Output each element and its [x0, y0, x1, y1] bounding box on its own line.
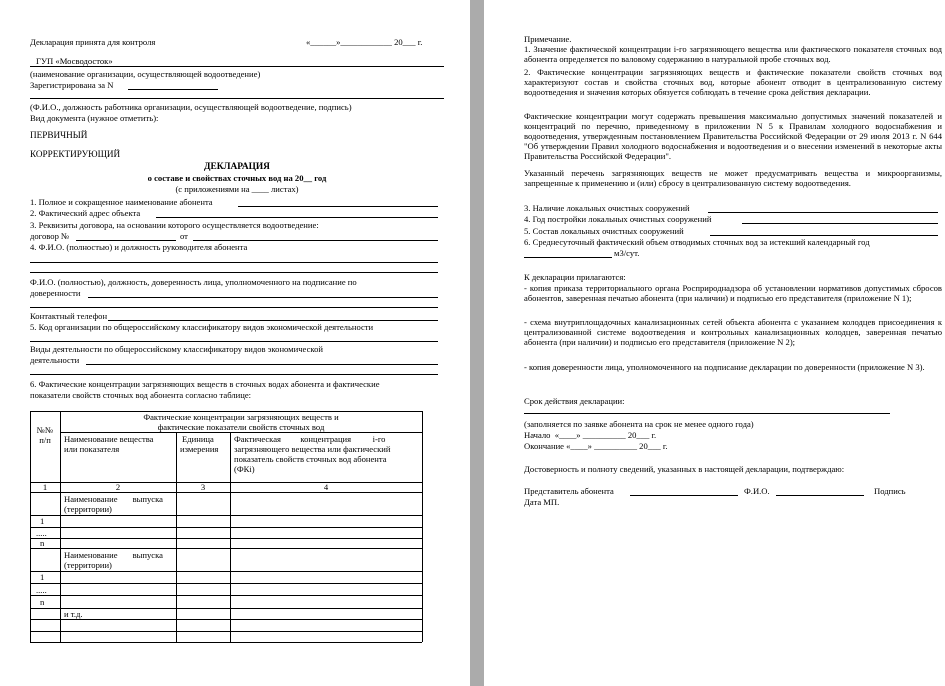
item-5: 5. Код организации по общероссийскому классификатору видов экономической деятельности: [30, 322, 374, 332]
item-4-line-a: [30, 262, 438, 263]
idx-1: 1: [42, 482, 48, 492]
registered-label: Зарегистрирована за N: [30, 80, 114, 90]
sign-label: Подпись: [874, 486, 906, 496]
rep-line: [630, 495, 738, 496]
note-3: Фактические концентрации могут содержать превышения максимально допустимых значений показателей и концентраций по перечню, приведенному в приложении N 5 к Правилам холодного водоснабжения и водоотведения, утвержденным постановлением Правительства Российской Федерации от 29 июля 2013 г. N 644 "Об утверждении Правил холодного водоснабжения и водоотведения и о внесении изменений в некоторые акты Правительства Российской Федерации".: [524, 111, 942, 161]
doc-kind-label: Вид документа (нужное отметить):: [30, 113, 159, 123]
person-caption: (Ф.И.О., должность работника организации, осуществляющей водоотведение, подпись): [30, 102, 352, 112]
note-1: 1. Значение фактической концентрации i-го загрязняющего вещества или фактического показателя сточных вод абонента определяется по валовому содержанию в натуральной пробе сточных вод.: [524, 44, 942, 64]
authorized-a: Ф.И.О. (полностью), должность, доверенность лица, уполномоченного на подписание по: [30, 277, 357, 287]
fio-line: [776, 495, 864, 496]
activity-a: Виды деятельности по общероссийскому классификатору видов экономической: [30, 344, 324, 354]
col-number-header: №№ п/п: [36, 425, 54, 445]
col-value-4: (ФКi): [234, 464, 255, 474]
validity-label: Срок действия декларации:: [524, 396, 625, 406]
col-name-1: Наименование вещества: [64, 434, 154, 444]
item-r4: 4. Год постройки локальных очистных сооружений: [524, 214, 712, 224]
territory-1-b: (территории): [64, 504, 112, 514]
date-label: Дата МП.: [524, 497, 560, 507]
rep-label: Представитель абонента: [524, 486, 614, 496]
item-r6: 6. Среднесуточный фактический объем отводимых сточных вод за истекший календарный год: [524, 237, 870, 247]
col-value-3: показатель свойств сточных вод абонента: [234, 454, 387, 464]
row-n-2: n: [40, 597, 45, 607]
col-value-1: Фактическая концентрация i-го: [234, 434, 386, 444]
activity-line-b: [30, 374, 438, 375]
item-2: 2. Фактический адрес объекта: [30, 208, 141, 218]
col-value-2: загрязняющего вещества или фактический: [234, 444, 391, 454]
row-etc: и т.д.: [64, 609, 83, 619]
attached-1: - копия приказа территориального органа Росприроднадзора об установлении нормативов допустимых сбросов абонентов, заверенная печатью абонента (при наличии) и подписью его представителя (приложение N 1);: [524, 283, 942, 303]
item-2-line: [156, 217, 438, 218]
fio-label: Ф.И.О.: [744, 486, 770, 496]
row-dots-2: .....: [36, 585, 47, 595]
item-1: 1. Полное и сокращенное наименование абонента: [30, 197, 213, 207]
row-1: 1: [40, 516, 45, 526]
row-1b: 1: [40, 572, 45, 582]
contract-no: договор №: [30, 231, 70, 241]
note-title: Примечание.: [524, 34, 572, 44]
item-6-a: 6. Фактические концентрации загрязняющих веществ в сточных водах абонента и фактические: [30, 379, 380, 389]
contract-from-line: [193, 240, 438, 241]
attached-title: К декларации прилагаются:: [524, 272, 626, 282]
item-4-line-b: [30, 272, 438, 273]
item-6-b: показатели свойств сточных вод абонента согласно таблице:: [30, 390, 252, 400]
item-r4-line: [742, 223, 938, 224]
end-date: Окончание «____» __________ 20___ г.: [524, 441, 668, 451]
phone-line: [108, 320, 438, 321]
item-r6-line: [524, 257, 612, 258]
authorized-b: доверенности: [30, 288, 81, 298]
corrective-option[interactable]: КОРРЕКТИРУЮЩИЙ: [30, 149, 121, 159]
contract-from: от: [180, 231, 188, 241]
doc-attachments: (с приложениями на ____ листах): [175, 184, 299, 194]
accepted-label: Декларация принята для контроля: [30, 37, 156, 47]
doc-title: ДЕКЛАРАЦИЯ: [204, 162, 270, 172]
idx-4: 4: [323, 482, 329, 492]
item-r3: 3. Наличие локальных очистных сооружений: [524, 203, 690, 213]
org-caption: (наименование организации, осуществляющей водоотведение): [30, 69, 261, 79]
page-gap: [470, 0, 484, 686]
idx-2: 2: [115, 482, 121, 492]
registered-line: [128, 89, 218, 90]
row-n-1: n: [40, 538, 45, 548]
item-4: 4. Ф.И.О. (полностью) и должность руководителя абонента: [30, 242, 248, 252]
item-r5-line: [710, 235, 938, 236]
org-line: [30, 66, 444, 67]
item-r3-line: [708, 212, 938, 213]
person-line: [30, 98, 444, 99]
accepted-date: «______»____________ 20___ г.: [306, 37, 423, 47]
confirm-text: Достоверность и полноту сведений, указанных в настоящей декларации, подтверждаю:: [524, 464, 845, 474]
org-name: ГУП «Мосводосток»: [36, 56, 113, 66]
note-4: Указанный перечень загрязняющих веществ не может предусматривать вещества и микроорганизмы, запрещенные к применению и (или) сбросу в централизованную систему водоотведения.: [524, 168, 942, 188]
phone-label: Контактный телефон: [30, 311, 108, 321]
col-unit-2: измерения: [180, 444, 219, 454]
validity-caption: (заполняется по заявке абонента на срок не менее одного года): [524, 419, 754, 429]
item-r5: 5. Состав локальных очистных сооружений: [524, 226, 684, 236]
primary-option[interactable]: ПЕРВИЧНЫЙ: [30, 130, 88, 140]
item-1-line: [238, 206, 438, 207]
group-header-2: фактические показатели свойств сточных вод: [157, 422, 325, 432]
authorized-line-a: [88, 297, 438, 298]
authorized-line-b: [30, 307, 438, 308]
row-dots-1: .....: [36, 528, 47, 538]
territory-1-a: Наименование выпуска: [64, 494, 163, 504]
page-right: [484, 0, 945, 686]
activity-b: деятельности: [30, 355, 80, 365]
note-2: 2. Фактические концентрации загрязняющих веществ и фактические показатели свойств сточных вод характеризуют состав и свойства сточных вод, которые абонент отводит в централизованную систему водоотведения и значения которых обязуется соблюдать в течение срока действия декларации.: [524, 67, 942, 97]
idx-3: 3: [200, 482, 206, 492]
page-left: [0, 0, 470, 686]
item-5-line: [30, 341, 438, 342]
attached-3: - копия доверенности лица, уполномоченного на подписание декларации по доверенности (приложение N 3).: [524, 362, 925, 372]
territory-2-b: (территории): [64, 560, 112, 570]
validity-line: [524, 413, 890, 414]
territory-2-a: Наименование выпуска: [64, 550, 163, 560]
doc-subtitle: о составе и свойствах сточных вод на 20__ год: [147, 173, 327, 183]
col-name-2: или показателя: [64, 444, 120, 454]
item-3: 3. Реквизиты договора, на основании которого осуществляется водоотведение:: [30, 220, 319, 230]
volume-unit: м3/сут.: [614, 248, 640, 258]
col-unit-1: Единица: [182, 434, 214, 444]
group-header-1: Фактические концентрации загрязняющих веществ и: [143, 412, 339, 422]
start-date: Начало «____» __________ 20___ г.: [524, 430, 657, 440]
concentration-table: [30, 411, 422, 642]
attached-2: - схема внутриплощадочных канализационных сетей объекта абонента с указанием колодцев присоединения к централизованной системе водоотведения и контрольных канализационных колодцев, заверенная печатью абонента (при наличии) и подписью его представителя (приложение N 2);: [524, 317, 942, 347]
activity-line-a: [86, 364, 438, 365]
contract-no-line: [76, 240, 176, 241]
